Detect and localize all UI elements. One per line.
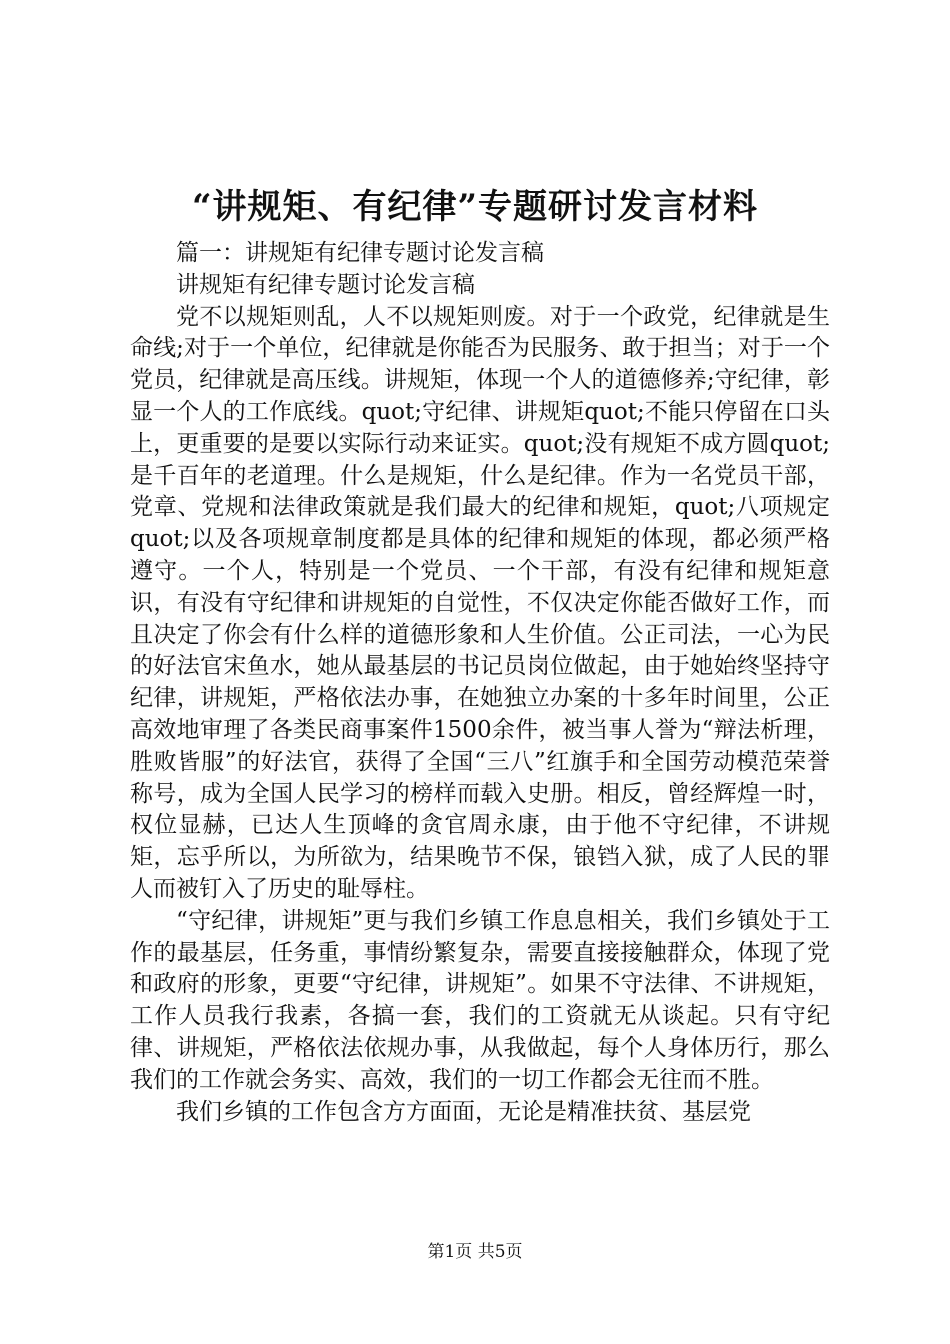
body-paragraph: “守纪律，讲规矩”更与我们乡镇工作息息相关，我们乡镇处于工作的最基层，任务重，事情纷繁复杂，需要直接接触群众，体现了党和政府的形象，更要“守纪律，讲规矩”。如果不守法律、不讲规矩，工作人员我行我素，各搞一套，我们的工资就无从谈起。只有守纪律、讲规矩，严格依法依规办事，从我做起，每个人身体历行，那么我们的工作就会务实、高效，我们的一切工作都会无往而不胜。 [130,907,830,1093]
section-heading: 篇一：讲规矩有纪律专题讨论发言稿 [176,240,544,266]
body-paragraph: 党不以规矩则乱，人不以规矩则废。对于一个政党，纪律就是生命线;对于一个单位，纪律就是你能否为民服务、敢于担当；对于一个党员，纪律就是高压线。讲规矩，体现一个人的道德修养;守纪律，彰显一个人的工作底线。quot;守纪律、讲规矩quot;不能只停留在口头上，更重要的是要以实际行动来证实。quot;没有规矩不成方圆quot;是千百年的老道理。什么是规矩，什么是纪律。作为一名党员干部，党章、党规和法律政策就是我们最大的纪律和规矩，quot;八项规定quot;以及各项规章制度都是具体的纪律和规矩的体现，都必须严格遵守。一个人，特别是一个党员、一个干部，有没有纪律和规矩意识，有没有守纪律和讲规矩的自觉性，不仅决定你能否做好工作，而且决定了你会有什么样的道德形象和人生价值。公正司法，一心为民的好法官宋鱼水，她从最基层的书记员岗位做起，由于她始终坚持守纪律，讲规矩，严格依法办事，在她独立办案的十多年时间里，公正高效地审理了各类民商事案件1500余件，被当事人誉为“辩法析理，胜败皆服”的好法官，获得了全国“三八”红旗手和全国劳动模范荣誉称号，成为全国人民学习的榜样而载入史册。相反，曾经辉煌一时，权位显赫，已达人生顶峰的贪官周永康，由于他不守纪律，不讲规矩，忘乎所以，为所欲为，结果晚节不保，锒铛入狱，成了人民的罪人而被钉入了历史的耻辱柱。 [130,303,830,902]
section-subheading: 讲规矩有纪律专题讨论发言稿 [176,271,475,298]
document-body [130,238,830,1128]
body-paragraph: 我们乡镇的工作包含方方面面，无论是精准扶贫、基层党 [176,1098,751,1125]
document-title: “讲规矩、有纪律”专题研讨发言材料 [191,187,759,227]
page-number-footer: 第1页 共5页 [427,1242,523,1262]
